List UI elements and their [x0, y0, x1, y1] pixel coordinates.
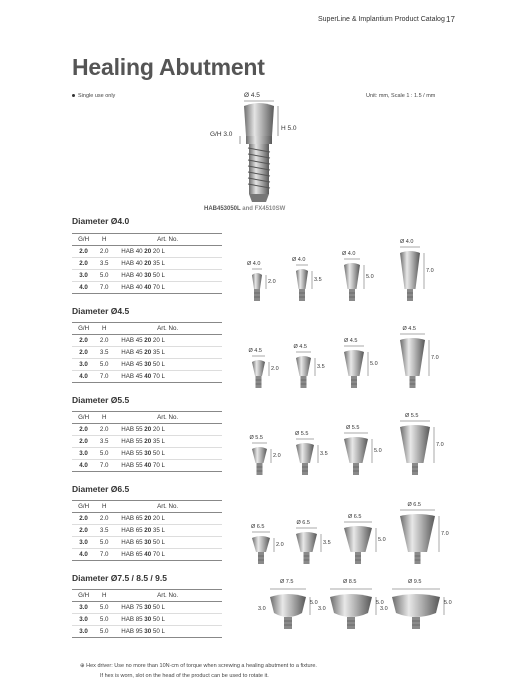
art-prefix: HAB 45: [121, 337, 145, 344]
wide-diameter-label: Ø 9.5: [408, 579, 422, 585]
art-prefix: HAB 85: [121, 616, 145, 623]
cell-art: [113, 602, 222, 614]
abutment-height-label: 7.0: [436, 442, 444, 448]
table-row: [72, 549, 222, 561]
table-row: [72, 460, 222, 472]
abutment-height-label: 7.0: [426, 268, 434, 274]
spec-table-d40: [72, 233, 222, 294]
cell-h: 5.0: [95, 602, 113, 614]
art-prefix: HAB 40: [121, 284, 145, 291]
spec-table-dwide: [72, 589, 222, 638]
table-row: [72, 270, 222, 282]
art-prefix: HAB 40: [121, 248, 145, 255]
cell-gh: 3.0: [72, 270, 95, 282]
cell-h: 5.0: [95, 448, 113, 460]
cell-h: 3.5: [95, 347, 113, 359]
art-prefix: HAB 45: [121, 361, 145, 368]
art-suffix: 50 L: [151, 450, 165, 457]
cell-art: [113, 626, 222, 638]
art-gh: 30: [144, 361, 152, 368]
section-title-d55: Diameter Ø5.5: [72, 395, 130, 405]
single-use-note: [72, 93, 115, 99]
art-suffix: 35 L: [151, 260, 165, 267]
cell-h: 7.0: [95, 460, 113, 472]
footnote-text-1: Hex driver: Use no more than 10N·cm of torque when screwing a healing abutment to a fixture.: [86, 663, 317, 669]
abutment-diameter-label: Ø 4.0: [342, 251, 356, 257]
art-prefix: HAB 95: [121, 628, 145, 635]
cell-h: 5.0: [95, 614, 113, 626]
abutment-height-label: 2.0: [268, 279, 276, 285]
table-row: [72, 448, 222, 460]
art-suffix: 70 L: [151, 551, 165, 558]
col-art: Art. No.: [113, 412, 222, 424]
col-art: Art. No.: [113, 501, 222, 513]
caption-and: and: [242, 206, 253, 212]
art-prefix: HAB 45: [121, 373, 145, 380]
col-h: H: [95, 590, 113, 602]
abutment-height-label: 5.0: [370, 361, 378, 367]
cell-gh: 4.0: [72, 549, 95, 561]
art-gh: 40: [144, 551, 152, 558]
cell-h: 2.0: [95, 424, 113, 436]
abutment-diameter-label: Ø 4.5: [248, 348, 262, 354]
art-suffix: 50 L: [151, 628, 165, 635]
wide-gh-label: 3.0: [318, 606, 326, 612]
hero-caption: [204, 206, 285, 212]
art-suffix: 50 L: [151, 272, 165, 279]
cell-gh: 2.0: [72, 424, 95, 436]
cell-gh: 2.0: [72, 436, 95, 448]
hero-gh-label: G/H 3.0: [210, 131, 233, 138]
art-gh: 20: [144, 527, 152, 534]
cell-gh: 3.0: [72, 602, 95, 614]
abutment-height-label: 2.0: [273, 453, 281, 459]
art-prefix: HAB 65: [121, 551, 145, 558]
cell-art: [113, 335, 222, 347]
unit-note: Unit: mm, Scale 1 : 1.5 / mm: [366, 93, 436, 99]
abutment-diameter-label: Ø 6.5: [407, 502, 421, 508]
art-suffix: 35 L: [151, 438, 165, 445]
spec-table-d65: [72, 500, 222, 561]
cell-art: [113, 246, 222, 258]
cell-gh: 2.0: [72, 335, 95, 347]
table-row: [72, 359, 222, 371]
art-gh: 30: [144, 539, 152, 546]
footnote-line-2: If hex is worn, slot on the head of the product can be used to rotate it.: [100, 673, 269, 679]
info-icon: ⊕: [80, 663, 87, 669]
cell-art: [113, 436, 222, 448]
art-suffix: 35 L: [151, 527, 165, 534]
art-gh: 30: [144, 272, 152, 279]
table-row: [72, 436, 222, 448]
abutment-diameter-label: Ø 4.0: [400, 239, 414, 245]
art-gh: 30: [144, 604, 152, 611]
abutment-diameter-label: Ø 4.5: [402, 326, 416, 332]
art-suffix: 35 L: [151, 349, 165, 356]
cell-gh: 2.0: [72, 513, 95, 525]
abutment-diameter-label: Ø 6.5: [251, 524, 265, 530]
art-gh: 20: [144, 515, 152, 522]
cell-h: 3.5: [95, 436, 113, 448]
cell-h: 5.0: [95, 626, 113, 638]
abutment-image: [388, 243, 438, 313]
art-gh: 20: [144, 337, 152, 344]
abutment-height-label: 5.0: [378, 537, 386, 543]
art-suffix: 70 L: [151, 373, 165, 380]
art-prefix: HAB 40: [121, 260, 145, 267]
abutment-image: [240, 417, 285, 487]
table-header-row: [72, 234, 222, 246]
caption-driver: FX4510SW: [254, 206, 286, 212]
col-h: H: [95, 412, 113, 424]
table-header-row: [72, 590, 222, 602]
hero-height-label: H 5.0: [281, 125, 297, 132]
art-gh: 30: [144, 616, 152, 623]
wide-height-label: 5.0: [376, 600, 384, 606]
table-row: [72, 602, 222, 614]
cell-art: [113, 448, 222, 460]
art-gh: 40: [144, 284, 152, 291]
cell-h: 2.0: [95, 335, 113, 347]
abutment-height-label: 2.0: [276, 542, 284, 548]
table-row: [72, 282, 222, 294]
cell-art: [113, 282, 222, 294]
col-h: H: [95, 234, 113, 246]
art-suffix: 70 L: [151, 284, 165, 291]
catalog-header: SuperLine & Implantium Product Catalog: [318, 16, 445, 23]
abutment-diameter-label: Ø 5.5: [249, 435, 263, 441]
art-suffix: 20 L: [151, 426, 165, 433]
cell-art: [113, 460, 222, 472]
cell-art: [113, 270, 222, 282]
art-suffix: 50 L: [151, 604, 165, 611]
abutment-image: [240, 330, 283, 400]
cell-h: 2.0: [95, 513, 113, 525]
abutment-height-label: 3.5: [320, 451, 328, 457]
section-title-d45: Diameter Ø4.5: [72, 306, 130, 316]
art-suffix: 20 L: [151, 337, 165, 344]
hero-diameter-label: Ø 4.5: [244, 92, 260, 99]
art-prefix: HAB 55: [121, 462, 145, 469]
table-row: [72, 626, 222, 638]
cell-gh: 4.0: [72, 371, 95, 383]
cell-art: [113, 549, 222, 561]
art-suffix: 50 L: [151, 361, 165, 368]
table-header-row: [72, 501, 222, 513]
art-prefix: HAB 75: [121, 604, 145, 611]
cell-h: 3.5: [95, 258, 113, 270]
table-row: [72, 258, 222, 270]
art-prefix: HAB 40: [121, 272, 145, 279]
cell-gh: 3.0: [72, 614, 95, 626]
wide-gh-label: 3.0: [380, 606, 388, 612]
spec-table-d55: [72, 411, 222, 472]
art-gh: 40: [144, 373, 152, 380]
cell-art: [113, 359, 222, 371]
cell-h: 5.0: [95, 270, 113, 282]
table-row: [72, 525, 222, 537]
abutment-height-label: 2.0: [271, 366, 279, 372]
cell-gh: 2.0: [72, 258, 95, 270]
cell-art: [113, 513, 222, 525]
cell-gh: 2.0: [72, 246, 95, 258]
art-prefix: HAB 55: [121, 438, 145, 445]
caption-main: HAB453050L: [204, 206, 241, 212]
abutment-image: [388, 506, 453, 576]
table-row: [72, 246, 222, 258]
abutment-diameter-label: Ø 4.5: [344, 338, 358, 344]
art-prefix: HAB 65: [121, 515, 145, 522]
abutment-image: [240, 243, 280, 313]
art-gh: 20: [144, 260, 152, 267]
single-use-text: Single use only: [78, 93, 116, 99]
cell-h: 7.0: [95, 549, 113, 561]
page-number: 17: [446, 15, 455, 24]
cell-gh: 3.0: [72, 626, 95, 638]
cell-h: 7.0: [95, 371, 113, 383]
wide-height-label: 5.0: [310, 600, 318, 606]
table-row: [72, 371, 222, 383]
table-row: [72, 513, 222, 525]
table-row: [72, 335, 222, 347]
col-gh: G/H: [72, 234, 95, 246]
cell-art: [113, 614, 222, 626]
cell-h: 5.0: [95, 537, 113, 549]
col-gh: G/H: [72, 501, 95, 513]
col-h: H: [95, 501, 113, 513]
table-row: [72, 347, 222, 359]
cell-gh: 4.0: [72, 460, 95, 472]
table-row: [72, 614, 222, 626]
wide-height-label: 5.0: [444, 600, 452, 606]
footnote-line-1: [80, 661, 317, 671]
art-suffix: 70 L: [151, 462, 165, 469]
spec-table-d45: [72, 322, 222, 383]
bullet-icon: [72, 94, 75, 97]
art-prefix: HAB 45: [121, 349, 145, 356]
section-title-d65: Diameter Ø6.5: [72, 484, 130, 494]
col-art: Art. No.: [113, 323, 222, 335]
cell-gh: 3.0: [72, 448, 95, 460]
abutment-height-label: 3.5: [314, 277, 322, 283]
footnote: [80, 661, 317, 681]
abutment-diameter-label: Ø 5.5: [405, 413, 419, 419]
art-prefix: HAB 55: [121, 450, 145, 457]
table-header-row: [72, 412, 222, 424]
cell-art: [113, 525, 222, 537]
cell-gh: 2.0: [72, 525, 95, 537]
cell-gh: 3.0: [72, 359, 95, 371]
page-title: Healing Abutment: [72, 54, 265, 80]
abutment-image: [240, 506, 288, 576]
abutment-height-label: 5.0: [366, 274, 374, 280]
hero-abutment-image: [200, 86, 310, 206]
art-suffix: 20 L: [151, 248, 165, 255]
art-prefix: HAB 65: [121, 527, 145, 534]
abutment-height-label: 3.5: [317, 364, 325, 370]
table-row: [72, 424, 222, 436]
col-gh: G/H: [72, 590, 95, 602]
col-gh: G/H: [72, 412, 95, 424]
abutment-height-label: 7.0: [441, 531, 449, 537]
col-gh: G/H: [72, 323, 95, 335]
cell-h: 7.0: [95, 282, 113, 294]
cell-h: 2.0: [95, 246, 113, 258]
cell-gh: 4.0: [72, 282, 95, 294]
abutment-image: [388, 417, 448, 487]
cell-gh: 3.0: [72, 537, 95, 549]
table-header-row: [72, 323, 222, 335]
abutment-height-label: 3.5: [323, 540, 331, 546]
art-gh: 20: [144, 248, 152, 255]
abutment-diameter-label: Ø 4.5: [293, 344, 307, 350]
cell-art: [113, 347, 222, 359]
cell-art: [113, 258, 222, 270]
art-suffix: 50 L: [151, 539, 165, 546]
cell-h: 3.5: [95, 525, 113, 537]
wide-diameter-label: Ø 7.5: [280, 579, 294, 585]
art-gh: 30: [144, 628, 152, 635]
art-gh: 40: [144, 462, 152, 469]
art-gh: 20: [144, 438, 152, 445]
abutment-diameter-label: Ø 4.0: [292, 257, 306, 263]
section-title-d40: Diameter Ø4.0: [72, 216, 130, 226]
art-suffix: 50 L: [151, 616, 165, 623]
section-title-dwide: Diameter Ø7.5 / 8.5 / 9.5: [72, 573, 167, 583]
art-gh: 30: [144, 450, 152, 457]
cell-art: [113, 424, 222, 436]
art-prefix: HAB 65: [121, 539, 145, 546]
cell-art: [113, 537, 222, 549]
wide-diameter-label: Ø 8.5: [343, 579, 357, 585]
abutment-diameter-label: Ø 6.5: [348, 514, 362, 520]
abutment-diameter-label: Ø 6.5: [296, 520, 310, 526]
abutment-height-label: 5.0: [374, 448, 382, 454]
art-prefix: HAB 55: [121, 426, 145, 433]
cell-gh: 2.0: [72, 347, 95, 359]
abutment-diameter-label: Ø 5.5: [346, 425, 360, 431]
art-gh: 20: [144, 349, 152, 356]
table-row: [72, 537, 222, 549]
cell-art: [113, 371, 222, 383]
col-art: Art. No.: [113, 590, 222, 602]
col-h: H: [95, 323, 113, 335]
wide-gh-label: 3.0: [258, 606, 266, 612]
abutment-diameter-label: Ø 5.5: [295, 431, 309, 437]
art-gh: 20: [144, 426, 152, 433]
cell-h: 5.0: [95, 359, 113, 371]
wide-abutment-image: [380, 583, 468, 643]
col-art: Art. No.: [113, 234, 222, 246]
abutment-height-label: 7.0: [431, 355, 439, 361]
art-suffix: 20 L: [151, 515, 165, 522]
abutment-diameter-label: Ø 4.0: [247, 261, 261, 267]
abutment-image: [388, 330, 443, 400]
